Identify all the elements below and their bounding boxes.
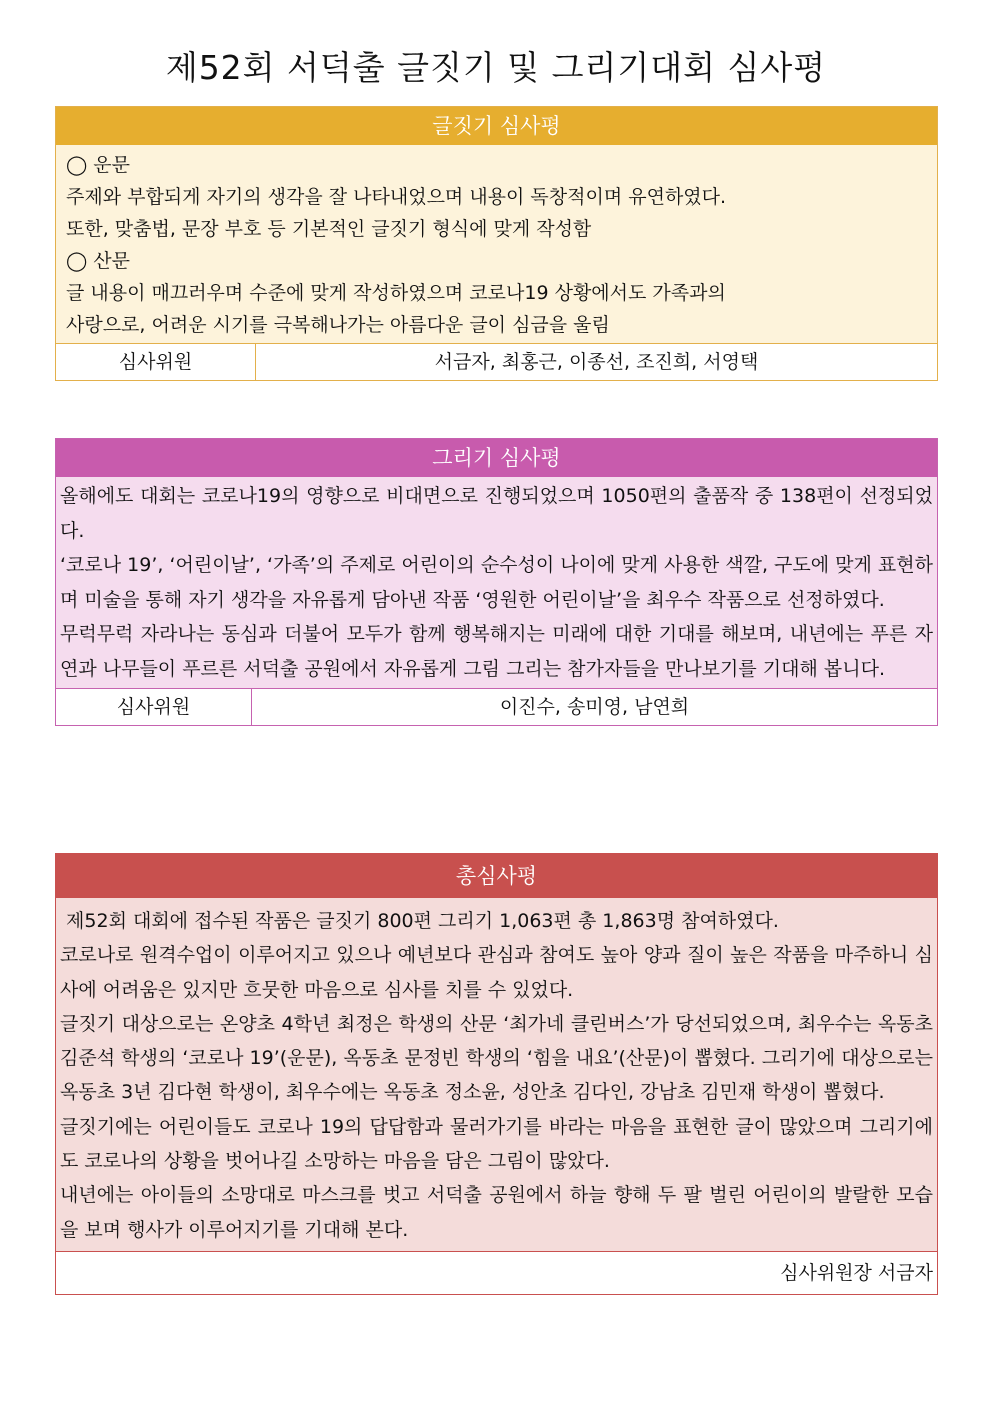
poetry-heading: ◯ 운문 <box>66 154 131 176</box>
overall-paragraph: 내년에는 아이들의 소망대로 마스크를 벗고 서덕출 공원에서 하늘 향해 두 팔 벌린 어린이의 발랄한 모습을 보며 행사가 이루어지기를 기대해 본다. <box>60 1184 933 1241</box>
drawing-paragraph: ‘코로나 19’, ‘어린이날’, ‘가족’의 주제로 어린이의 순수성이 나이에 맞게 사용한 색깔, 구도에 맞게 표현하며 미술을 통해 자기 생각을 자유롭게 담아낸 작품 ‘영원한 어린이날’을 최우수 작품으로 선정하였다. <box>60 554 933 611</box>
drawing-paragraph: 무럭무럭 자라나는 동심과 더불어 모두가 함께 행복해지는 미래에 대한 기대를 해보며, 내년에는 푸른 자연과 나무들이 푸르른 서덕출 공원에서 자유롭게 그림 그리는 참가자들을 만나보기를 기대해 봅니다. <box>60 623 933 680</box>
drawing-judges-row <box>56 688 937 725</box>
overall-review-section <box>55 853 938 1295</box>
drawing-judges-label: 심사위원 <box>56 689 252 725</box>
overall-paragraph: 글짓기 대상으로는 온양초 4학년 최정은 학생의 산문 ‘최가네 클린버스’가 당선되었으며, 최우수는 옥동초 김준석 학생의 ‘코로나 19’(운문), 옥동초 문정빈 학생의 ‘힘을 내요’(산문)이 뽑혔다. 그리기에 대상으로는 옥동초 3년 김다현 학생이, 최우수에는 옥동초 정소윤, 성안초 김다인, 강남초 김민재 학생이 뽑혔다. <box>60 1012 933 1104</box>
overall-paragraph: 코로나로 원격수업이 이루어지고 있으나 예년보다 관심과 참여도 높아 양과 질이 높은 작품을 마주하니 심사에 어려움은 있지만 흐뭇한 마음으로 심사를 치를 수 있었다. <box>60 944 933 1001</box>
writing-review-header: 글짓기 심사평 <box>56 107 937 145</box>
poetry-line: 또한, 맞춤법, 문장 부호 등 기본적인 글짓기 형식에 맞게 작성함 <box>66 218 592 240</box>
drawing-paragraph: 올해에도 대회는 코로나19의 영향으로 비대면으로 진행되었으며 1050편의 출품작 중 138편이 선정되었다. <box>60 485 933 542</box>
writing-review-body <box>56 145 937 343</box>
drawing-review-header: 그리기 심사평 <box>56 439 937 477</box>
prose-line: 글 내용이 매끄러우며 수준에 맞게 작성하였으며 코로나19 상황에서도 가족과의 <box>66 282 726 304</box>
overall-review-header: 총심사평 <box>56 854 937 898</box>
drawing-review-body <box>56 477 937 688</box>
overall-review-body <box>56 898 937 1251</box>
page-title: 제52회 서덕출 글짓기 및 그리기대회 심사평 <box>165 48 827 87</box>
writing-judges-label: 심사위원 <box>56 344 256 380</box>
overall-paragraph: 제52회 대회에 접수된 작품은 글짓기 800편 그리기 1,063편 총 1,863명 참여하였다. <box>60 910 779 932</box>
chief-judge-signature: 심사위원장 서금자 <box>56 1251 937 1294</box>
writing-review-section <box>55 106 938 381</box>
writing-judges-row <box>56 343 937 380</box>
poetry-line: 주제와 부합되게 자기의 생각을 잘 나타내었으며 내용이 독창적이며 유연하였다. <box>66 186 727 208</box>
drawing-review-section <box>55 438 938 726</box>
overall-paragraph: 글짓기에는 어린이들도 코로나 19의 답답함과 물러가기를 바라는 마음을 표현한 글이 많았으며 그리기에도 코로나의 상황을 벗어나길 소망하는 마음을 담은 그림이 많았다. <box>60 1115 933 1173</box>
drawing-judges-names: 이진수, 송미영, 남연희 <box>499 696 690 718</box>
writing-judges-names: 서금자, 최홍근, 이종선, 조진희, 서영택 <box>434 351 759 373</box>
prose-line: 사랑으로, 어려운 시기를 극복해나가는 아름다운 글이 심금을 울림 <box>66 314 610 336</box>
prose-heading: ◯ 산문 <box>66 250 131 272</box>
